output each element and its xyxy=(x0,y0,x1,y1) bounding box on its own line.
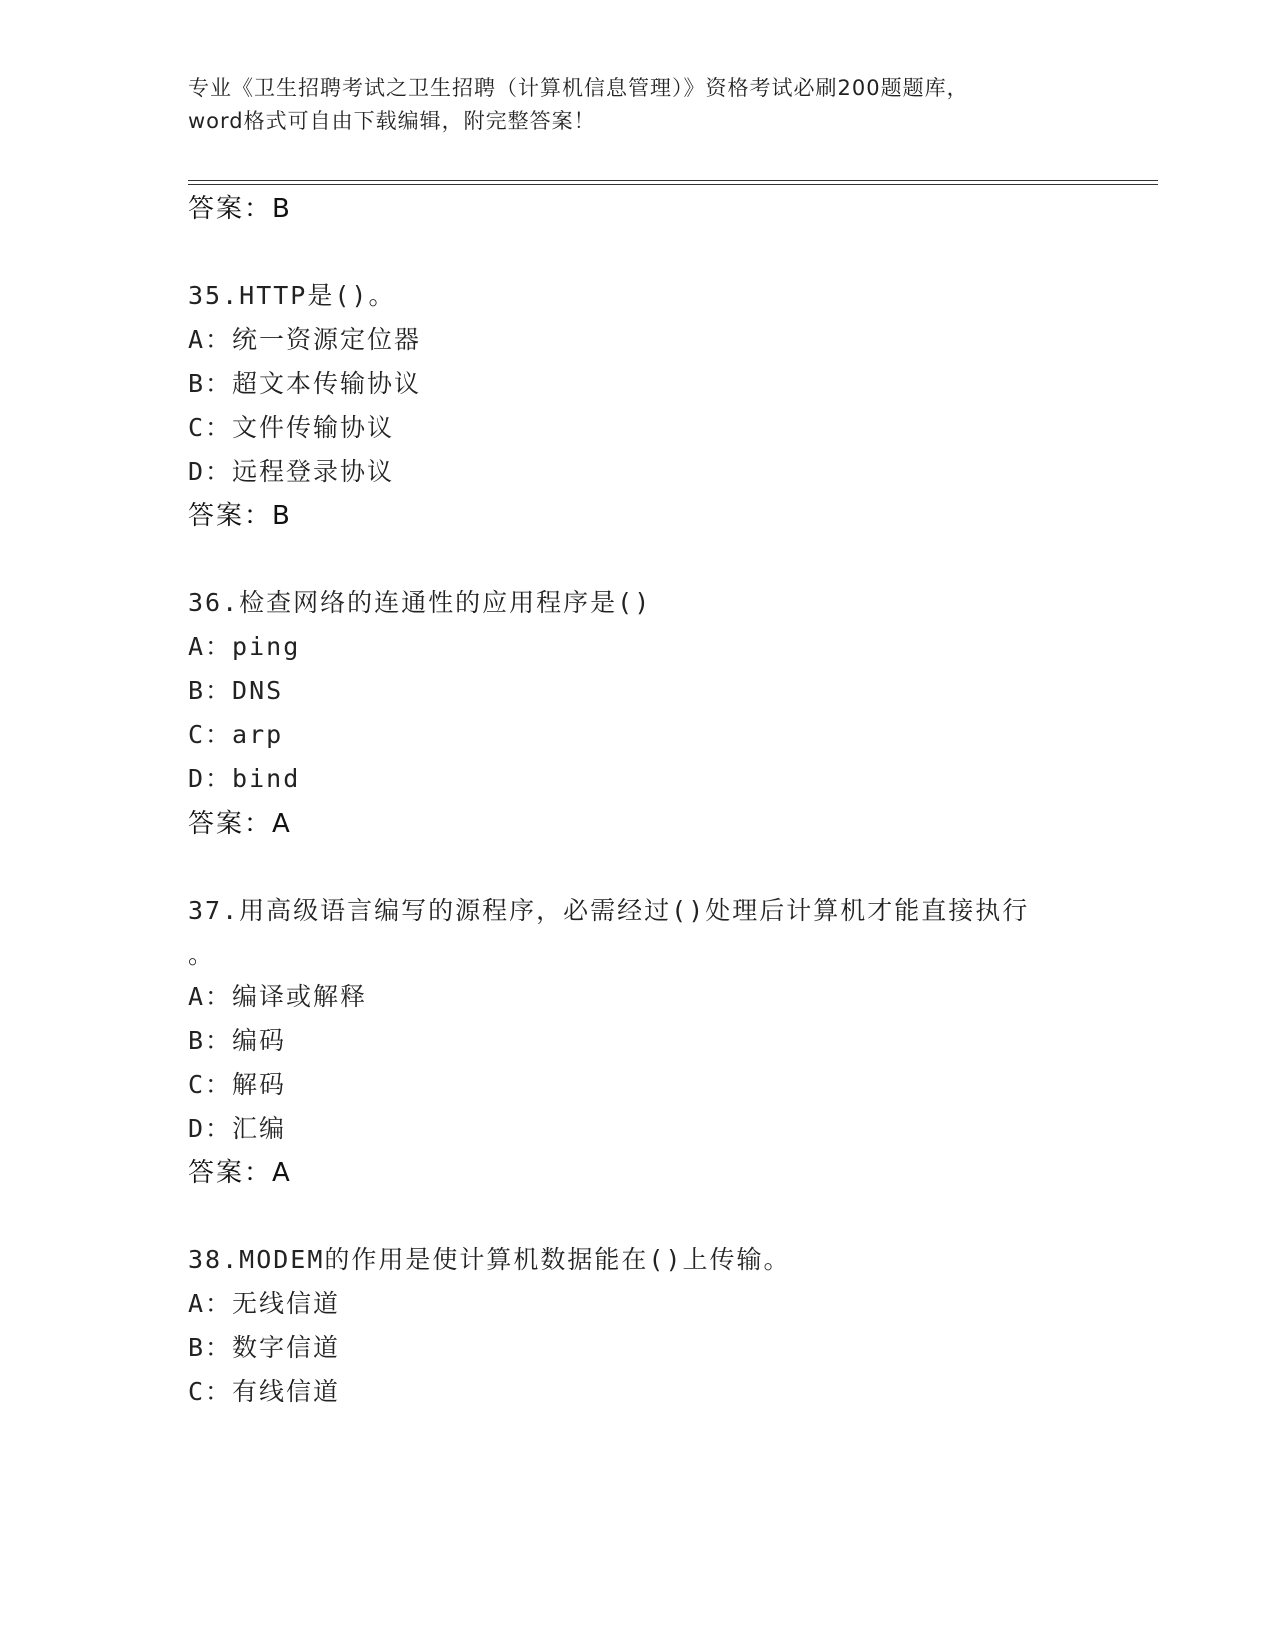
q35-option-b: B：超文本传输协议 xyxy=(188,369,422,398)
header-divider xyxy=(188,180,1158,185)
document-header xyxy=(188,72,1088,138)
question-37-continuation: 。 xyxy=(188,940,216,969)
q36-option-a: A：ping xyxy=(188,632,301,661)
q36-option-b: B：DNS xyxy=(188,676,284,705)
q37-option-a: A：编译或解释 xyxy=(188,982,368,1011)
q36-option-c: C：arp xyxy=(188,720,284,749)
q37-option-d: D：汇编 xyxy=(188,1114,287,1143)
q35-option-d: D：远程登录协议 xyxy=(188,457,395,486)
question-36: 36.检查网络的连通性的应用程序是() xyxy=(188,588,652,617)
question-35: 35.HTTP是()。 xyxy=(188,281,396,310)
q38-option-b: B：数字信道 xyxy=(188,1333,341,1362)
q35-option-a: A：统一资源定位器 xyxy=(188,325,422,354)
q38-option-c: C：有线信道 xyxy=(188,1377,341,1406)
answer-37: 答案：A xyxy=(188,1158,292,1188)
header-line-2: word格式可自由下载编辑，附完整答案！ xyxy=(188,109,596,133)
answer-35: 答案：B xyxy=(188,501,292,531)
answer-34: 答案：B xyxy=(188,194,292,224)
question-37: 37.用高级语言编写的源程序，必需经过()处理后计算机才能直接执行 xyxy=(188,896,1030,925)
header-line-1: 专业《卫生招聘考试之卫生招聘（计算机信息管理）》资格考试必刷200题题库， xyxy=(188,76,969,100)
q36-option-d: D：bind xyxy=(188,764,301,793)
q35-option-c: C：文件传输协议 xyxy=(188,413,395,442)
q38-option-a: A：无线信道 xyxy=(188,1289,341,1318)
q37-option-b: B：编码 xyxy=(188,1026,287,1055)
answer-36: 答案：A xyxy=(188,809,292,839)
question-38: 38.MODEM的作用是使计算机数据能在()上传输。 xyxy=(188,1245,791,1274)
q37-option-c: C：解码 xyxy=(188,1070,287,1099)
